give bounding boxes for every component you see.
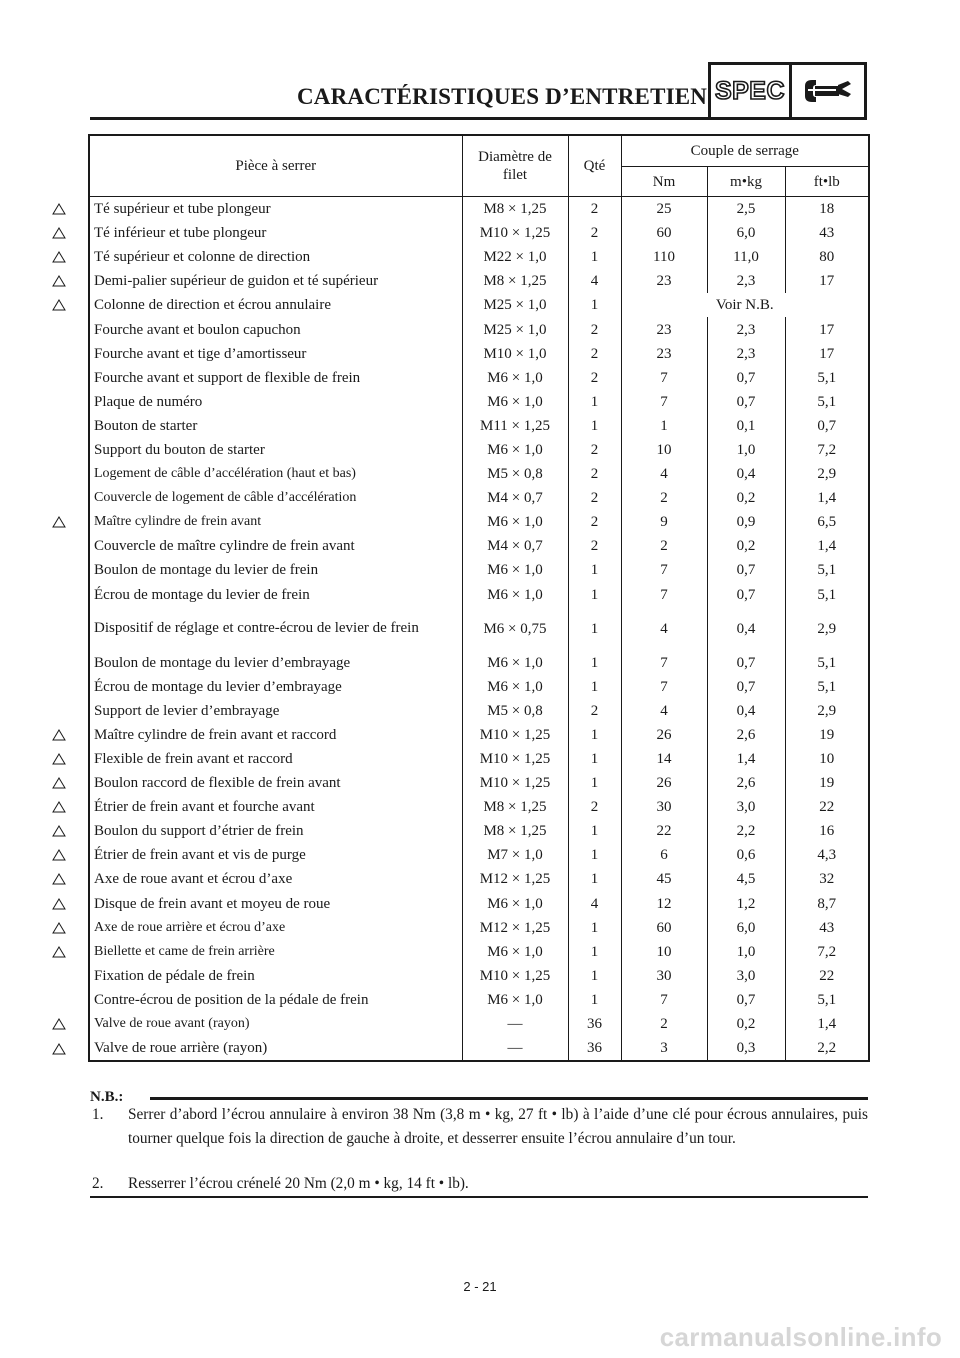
quantity: 1 [568,964,621,988]
table-row [89,723,869,747]
torque-ftlb: 1,4 [817,538,837,555]
triangle-mark-icon [52,227,66,239]
part-name: Étrier de frein avant et vis de purge [89,843,462,867]
table-row [89,867,869,891]
thread-size: M6 × 1,0 [462,988,568,1012]
part-name: Dispositif de réglage et contre-écrou de levier de frein [89,607,462,651]
torque-nm: 7 [621,390,707,414]
torque-nm: 45 [621,867,707,891]
notes-label: N.B.: [90,1089,124,1105]
torque-ftlb: 5,1 [817,369,837,386]
part-name: Fixation de pédale de frein [89,964,462,988]
part-name: Boulon de montage du levier d’embrayage [89,651,462,675]
torque-nm: 7 [621,366,707,390]
part-name: Flexible de frein avant et raccord [89,747,462,771]
torque-mkg: 0,3 [707,1036,785,1061]
quantity: 1 [568,675,621,699]
thread-size: M12 × 1,25 [462,916,568,940]
torque-mkg: 2,6 [707,723,785,747]
triangle-mark-icon [52,203,66,215]
thread-size: M10 × 1,25 [462,221,568,245]
torque-ftlb: 19 [819,726,835,743]
part-name: Biellette et came de frein arrière [89,940,462,964]
tool-badge [789,62,867,120]
torque-mkg: 0,7 [707,366,785,390]
quantity: 2 [568,795,621,819]
part-name: Valve de roue arrière (rayon) [89,1036,462,1061]
quantity: 2 [568,221,621,245]
torque-mkg: 1,0 [707,940,785,964]
part-name: Valve de roue avant (rayon) [89,1012,462,1036]
thread-size: M10 × 1,25 [462,771,568,795]
table-row [89,964,869,988]
part-name: Maître cylindre de frein avant [89,510,462,534]
note-text: Serrer d’abord l’écrou annulaire à environ 38 Nm (3,8 m • kg, 27 ft • lb) à l’aide d’une clé pour écrous annulaires, puis tourner quelque fois la direction de gauche à droite, et desserrer ensuite l’écrou annulaire d’un tour. [128,1106,868,1147]
thread-size: M5 × 0,8 [462,699,568,723]
torque-ftlb: 17 [819,321,835,338]
quantity: 2 [568,699,621,723]
torque-nm: 10 [621,940,707,964]
thread-size: M10 × 1,25 [462,723,568,747]
table-row [89,892,869,916]
quantity: 2 [568,366,621,390]
triangle-mark-icon [52,1043,66,1055]
torque-ftlb: 17 [819,345,835,362]
torque-ftlb: 16 [819,823,835,840]
quantity: 1 [568,940,621,964]
table-row [89,940,869,964]
table-row [89,988,869,1012]
torque-ftlb: 32 [819,871,835,888]
thread-size: M10 × 1,0 [462,342,568,366]
torque-mkg: 6,0 [707,916,785,940]
table-row [89,795,869,819]
thread-size: M25 × 1,0 [462,317,568,341]
table-row [89,510,869,534]
torque-ftlb: 8,7 [817,895,837,912]
torque-mkg: 0,2 [707,534,785,558]
thread-size: M11 × 1,25 [462,414,568,438]
triangle-mark-icon [52,873,66,885]
torque-mkg: 2,3 [707,342,785,366]
part-name: Contre-écrou de position de la pédale de frein [89,988,462,1012]
table-body [89,197,869,1062]
part-name: Couvercle de maître cylindre de frein avant [89,534,462,558]
triangle-mark-icon [52,825,66,837]
torque-nm: 26 [621,771,707,795]
triangle-mark-icon [52,516,66,528]
torque-mkg: 6,0 [707,221,785,245]
table-row [89,916,869,940]
table-row [89,651,869,675]
torque-nm: 4 [621,607,707,651]
torque-nm: 7 [621,675,707,699]
torque-nm: 6 [621,843,707,867]
header-thread [462,135,568,197]
torque-nm: 60 [621,221,707,245]
quantity: 2 [568,462,621,486]
torque-ftlb: 2,2 [817,1040,837,1057]
torque-ftlb: 5,1 [817,991,837,1008]
thread-size: M7 × 1,0 [462,843,568,867]
thread-size: M8 × 1,25 [462,819,568,843]
thread-size: M10 × 1,25 [462,747,568,771]
part-name: Boulon de montage du levier de frein [89,558,462,582]
triangle-mark-icon [52,299,66,311]
table-row [89,438,869,462]
thread-size: M6 × 1,0 [462,390,568,414]
part-name: Té inférieur et tube plongeur [89,221,462,245]
thread-size: M10 × 1,25 [462,964,568,988]
torque-nm: 12 [621,892,707,916]
torque-mkg: 1,4 [707,747,785,771]
thread-size: M25 × 1,0 [462,293,568,317]
torque-nm: 7 [621,583,707,607]
notes-bottom-rule [90,1196,868,1198]
part-name: Boulon du support d’étrier de frein [89,819,462,843]
part-name: Té supérieur et colonne de direction [89,245,462,269]
quantity: 1 [568,390,621,414]
torque-ftlb: 18 [819,201,835,218]
thread-size: M6 × 1,0 [462,583,568,607]
torque-nm: 7 [621,988,707,1012]
thread-size: M12 × 1,25 [462,867,568,891]
triangle-mark-icon [52,1018,66,1030]
torque-note: Voir N.B. [715,297,774,314]
page-title: CARACTÉRISTIQUES D’ENTRETIEN [297,84,708,109]
thread-size: M6 × 1,0 [462,892,568,916]
triangle-mark-icon [52,922,66,934]
table-row [89,699,869,723]
table-row [89,1012,869,1036]
quantity: 1 [568,558,621,582]
part-name: Fourche avant et support de flexible de frein [89,366,462,390]
header-part: Pièce à serrer [89,135,462,197]
header-torque: Couple de serrage [621,135,869,167]
part-name: Colonne de direction et écrou annulaire [89,293,462,317]
torque-nm: 23 [621,342,707,366]
torque-nm: 9 [621,510,707,534]
torque-nm: 2 [621,534,707,558]
note-number: 2. [92,1175,104,1192]
quantity: 4 [568,892,621,916]
table-row [89,558,869,582]
torque-nm: 4 [621,462,707,486]
thread-size: M6 × 0,75 [462,607,568,651]
torque-ftlb: 10 [819,751,835,768]
quantity: 2 [568,486,621,510]
torque-mkg: 0,4 [707,699,785,723]
torque-mkg: 3,0 [707,964,785,988]
torque-nm: 110 [621,245,707,269]
torque-mkg: 0,7 [707,651,785,675]
thread-size: M6 × 1,0 [462,675,568,699]
part-name: Écrou de montage du levier d’embrayage [89,675,462,699]
thread-size: M6 × 1,0 [462,558,568,582]
note-number: 1. [92,1106,104,1123]
triangle-mark-icon [52,849,66,861]
torque-nm: 10 [621,438,707,462]
torque-ftlb: 5,1 [817,586,837,603]
torque-nm: 60 [621,916,707,940]
quantity: 36 [568,1012,621,1036]
torque-ftlb: 22 [819,967,835,984]
torque-nm: 4 [621,699,707,723]
thread-size: M6 × 1,0 [462,940,568,964]
part-name: Fourche avant et tige d’amortisseur [89,342,462,366]
table-row [89,534,869,558]
torque-mkg: 0,7 [707,558,785,582]
quantity: 4 [568,269,621,293]
quantity: 1 [568,843,621,867]
part-name: Support de levier d’embrayage [89,699,462,723]
thread-size: M22 × 1,0 [462,245,568,269]
quantity: 2 [568,438,621,462]
thread-size: M4 × 0,7 [462,486,568,510]
thread-size: — [462,1036,568,1061]
torque-ftlb: 2,9 [817,620,837,637]
wrench-icon [802,78,854,104]
part-name: Couvercle de logement de câble d’accélération [89,486,462,510]
header-ftlb: ft•lb [785,167,869,197]
torque-nm: 2 [621,486,707,510]
torque-ftlb: 5,1 [817,678,837,695]
notes-rule [150,1097,868,1100]
torque-mkg: 4,5 [707,867,785,891]
torque-mkg: 1,0 [707,438,785,462]
torque-nm: 30 [621,964,707,988]
table-row [89,390,869,414]
torque-ftlb: 43 [819,225,835,242]
quantity: 1 [568,747,621,771]
torque-ftlb: 22 [819,799,835,816]
table-row [89,221,869,245]
torque-mkg: 0,7 [707,675,785,699]
table-row [89,197,869,222]
thread-size: M6 × 1,0 [462,651,568,675]
thread-size: M6 × 1,0 [462,510,568,534]
part-name: Demi-palier supérieur de guidon et té supérieur [89,269,462,293]
torque-ftlb: 5,1 [817,393,837,410]
table-row [89,747,869,771]
table-row [89,819,869,843]
torque-nm: 23 [621,269,707,293]
torque-ftlb: 1,4 [817,490,837,507]
torque-mkg: 11,0 [707,245,785,269]
triangle-mark-icon [52,729,66,741]
quantity: 1 [568,723,621,747]
quantity: 1 [568,607,621,651]
torque-nm: 14 [621,747,707,771]
header-qty: Qté [568,135,621,197]
thread-size: M6 × 1,0 [462,438,568,462]
triangle-mark-icon [52,801,66,813]
part-name: Étrier de frein avant et fourche avant [89,795,462,819]
quantity: 1 [568,583,621,607]
torque-ftlb: 2,9 [817,702,837,719]
part-name: Axe de roue avant et écrou d’axe [89,867,462,891]
torque-nm: 1 [621,414,707,438]
triangle-mark-icon [52,777,66,789]
table-row [89,771,869,795]
note-item-2 [92,1172,868,1196]
part-name: Té supérieur et tube plongeur [89,197,462,222]
note-item-1 [92,1103,868,1150]
torque-ftlb: 4,3 [817,847,837,864]
torque-mkg: 0,2 [707,1012,785,1036]
thread-size: M6 × 1,0 [462,366,568,390]
table-row [89,675,869,699]
torque-nm: 30 [621,795,707,819]
table-row [89,583,869,607]
torque-ftlb: 6,5 [817,514,837,531]
part-name: Plaque de numéro [89,390,462,414]
torque-nm: 23 [621,317,707,341]
table-row [89,317,869,341]
torque-mkg: 0,7 [707,390,785,414]
part-name: Maître cylindre de frein avant et raccord [89,723,462,747]
quantity: 1 [568,771,621,795]
torque-mkg: 0,4 [707,607,785,651]
torque-nm: 22 [621,819,707,843]
torque-ftlb: 1,4 [817,1016,837,1033]
part-name: Axe de roue arrière et écrou d’axe [89,916,462,940]
part-name: Logement de câble d’accélération (haut et bas) [89,462,462,486]
quantity: 1 [568,651,621,675]
torque-ftlb: 5,1 [817,654,837,671]
table-row [89,607,869,651]
quantity: 2 [568,342,621,366]
table-row [89,462,869,486]
table-row [89,366,869,390]
triangle-mark-icon [52,946,66,958]
thread-size: M4 × 0,7 [462,534,568,558]
quantity: 1 [568,414,621,438]
spec-badge [708,62,792,120]
thread-size: M8 × 1,25 [462,269,568,293]
torque-ftlb: 19 [819,775,835,792]
torque-ftlb: 17 [819,273,835,290]
header-thread-text: Diamètre de filet [478,149,552,183]
torque-mkg: 0,4 [707,462,785,486]
part-name: Fourche avant et boulon capuchon [89,317,462,341]
thread-size: M8 × 1,25 [462,795,568,819]
torque-ftlb: 7,2 [817,943,837,960]
torque-nm: 26 [621,723,707,747]
quantity: 2 [568,317,621,341]
quantity: 1 [568,916,621,940]
part-name: Disque de frein avant et moyeu de roue [89,892,462,916]
quantity: 2 [568,197,621,222]
triangle-mark-icon [52,251,66,263]
torque-mkg: 0,7 [707,988,785,1012]
torque-mkg: 0,6 [707,843,785,867]
table-row [89,269,869,293]
torque-mkg: 2,3 [707,269,785,293]
thread-size: M8 × 1,25 [462,197,568,222]
table-row [89,486,869,510]
quantity: 36 [568,1036,621,1061]
header-mkg: m•kg [707,167,785,197]
table-row [89,245,869,269]
torque-mkg: 1,2 [707,892,785,916]
table-row [89,342,869,366]
table-row [89,1036,869,1061]
note-text: Resserrer l’écrou crénelé 20 Nm (2,0 m • kg, 14 ft • lb). [128,1175,469,1192]
torque-nm: 7 [621,651,707,675]
torque-table [88,134,870,1062]
quantity: 2 [568,534,621,558]
triangle-mark-icon [52,275,66,287]
header-nm: Nm [621,167,707,197]
torque-ftlb: 43 [819,919,835,936]
torque-ftlb: 2,9 [817,466,837,483]
torque-mkg: 2,3 [707,317,785,341]
watermark: carmanualsonline.info [659,1322,942,1352]
torque-nm: 7 [621,558,707,582]
torque-mkg: 0,1 [707,414,785,438]
torque-mkg: 2,2 [707,819,785,843]
part-name: Support du bouton de starter [89,438,462,462]
quantity: 1 [568,819,621,843]
quantity: 2 [568,510,621,534]
torque-mkg: 2,6 [707,771,785,795]
torque-mkg: 0,9 [707,510,785,534]
part-name: Bouton de starter [89,414,462,438]
torque-nm: 3 [621,1036,707,1061]
spec-label: SPEC [714,76,786,105]
torque-ftlb: 0,7 [817,417,837,434]
title-underline [90,117,708,120]
thread-size: — [462,1012,568,1036]
part-name: Boulon raccord de flexible de frein avant [89,771,462,795]
quantity: 1 [568,867,621,891]
torque-ftlb: 80 [819,249,835,266]
part-name: Écrou de montage du levier de frein [89,583,462,607]
torque-nm: 25 [621,197,707,222]
triangle-mark-icon [52,898,66,910]
torque-mkg: 0,7 [707,583,785,607]
torque-mkg: 3,0 [707,795,785,819]
page-number: 2 - 21 [463,1279,497,1294]
torque-mkg: 0,2 [707,486,785,510]
quantity: 1 [568,293,621,317]
triangle-mark-icon [52,753,66,765]
table-row [89,843,869,867]
quantity: 1 [568,245,621,269]
torque-mkg: 2,5 [707,197,785,222]
torque-ftlb: 5,1 [817,562,837,579]
torque-nm: 2 [621,1012,707,1036]
torque-ftlb: 7,2 [817,441,837,458]
thread-size: M5 × 0,8 [462,462,568,486]
table-row [89,414,869,438]
table-row [89,293,869,317]
quantity: 1 [568,988,621,1012]
